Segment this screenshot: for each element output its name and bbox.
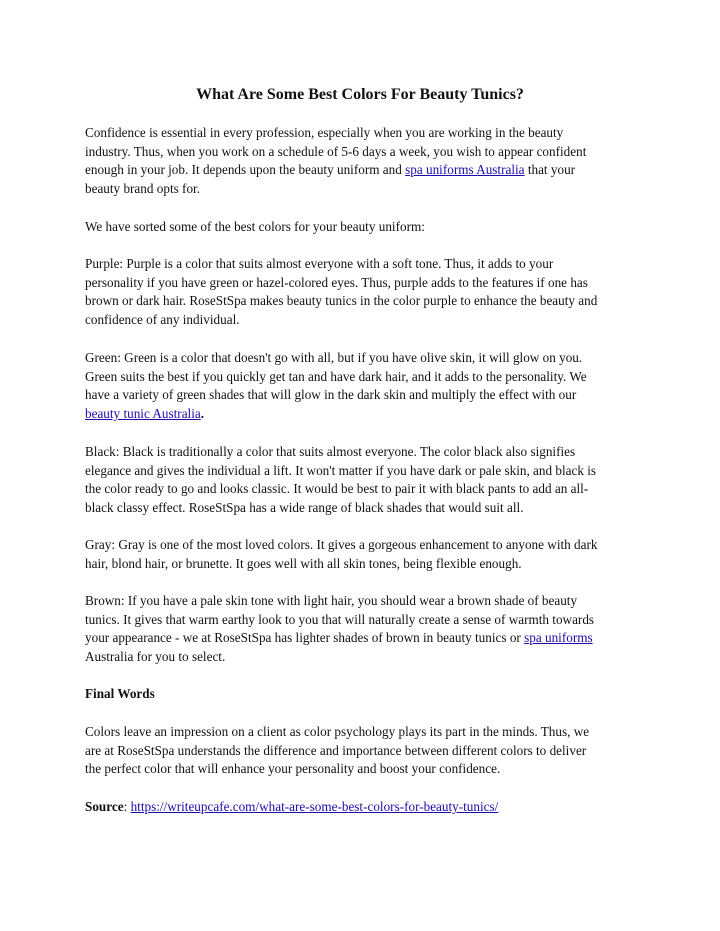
spa-uniforms-link[interactable]: spa uniforms — [524, 630, 593, 646]
final-paragraph: Colors leave an impression on a client as color psychology plays its part in the minds. Thus, we are at RoseStSpa understands the difference and importance between different colors to deliver the perfect color that will enhance your personality and boost your confidence. — [85, 724, 590, 777]
green-paragraph: Green: Green is a color that doesn't go with all, but if you have olive skin, it will glow on you. Green suits the best if you quickly get tan and have dark hair, and it adds to the personality. We have a variety of green shades that will glow in the dark skin and multiply the effect with our beauty tunic Australia. — [85, 350, 587, 422]
beauty-tunic-australia-link[interactable]: beauty tunic Australia — [85, 406, 201, 422]
black-paragraph: Black: Black is traditionally a color that suits almost everyone. The color black also signifies elegance and gives the individual a lift. It won't matter if you have dark or pale skin, and black is the color ready to go and looks classic. It would be best to pair it with black pants to add an all- black classy effect. RoseStSpa has a wide range of black shades that would suit all. — [85, 444, 597, 516]
document-title: What Are Some Best Colors For Beauty Tunics? — [196, 86, 524, 103]
intro-paragraph: Confidence is essential in every profession, especially when you are working in the beauty industry. Thus, when you work on a schedule of 5-6 days a week, you wish to appear confident enough in your job. It depends upon the beauty uniform and spa uniforms Australia that your beauty brand opts for. — [85, 125, 587, 197]
spa-uniforms-australia-link[interactable]: spa uniforms Australia — [405, 162, 525, 178]
final-words-heading: Final Words — [85, 686, 155, 701]
source-url-link[interactable]: https://writeupcafe.com/what-are-some-best-colors-for-beauty-tunics/ — [130, 799, 499, 814]
gray-paragraph: Gray: Gray is one of the most loved colors. It gives a gorgeous enhancement to anyone with dark hair, blond hair, or brunette. It goes well with all skin tones, being flexible enough. — [85, 537, 598, 571]
source-line: Source: https://writeupcafe.com/what-are-some-best-colors-for-beauty-tunics/ — [85, 799, 499, 814]
brown-paragraph: Brown: If you have a pale skin tone with light hair, you should wear a brown shade of beauty tunics. It gives that warm earthy look to you that will naturally create a sense of warmth towards your appearance - we at RoseStSpa has lighter shades of brown in beauty tunics or spa uniforms Australia for you to select. — [85, 593, 595, 665]
source-label: Source — [85, 799, 124, 814]
sorted-paragraph: We have sorted some of the best colors for your beauty uniform: — [85, 219, 425, 234]
purple-paragraph: Purple: Purple is a color that suits almost everyone with a soft tone. Thus, it adds to your personality if you have green or hazel-colored eyes. Thus, purple adds to the features if one has brown or dark hair. RoseStSpa makes beauty tunics in the color purple to enhance the beauty and confidence of any individual. — [85, 256, 598, 328]
